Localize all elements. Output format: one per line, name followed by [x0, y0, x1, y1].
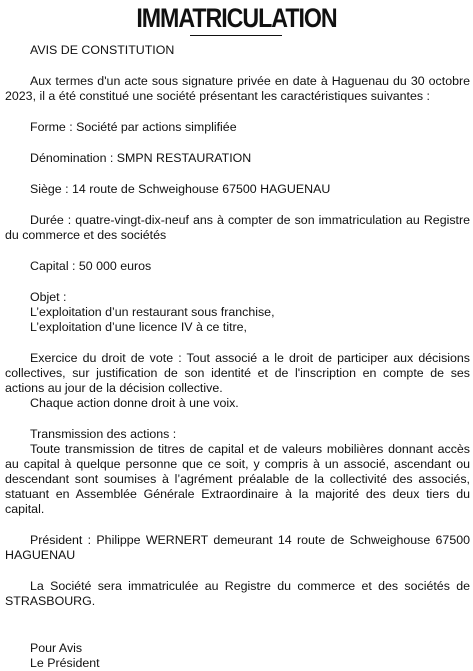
page-title: IMMATRICULATION	[136, 3, 337, 33]
president-paragraph: Président : Philippe WERNERT demeurant 14 route de Schweighouse 67500 HAGUENAU	[5, 533, 470, 562]
signoff-line-1: Pour Avis	[30, 641, 83, 655]
vote-line-2: Chaque action donne droit à une voix.	[30, 396, 239, 410]
objet-label: Objet :	[30, 290, 67, 304]
forme-line: Forme : Société par actions simplifiée	[30, 120, 237, 134]
notice-intro: Aux termes d'un acte sous signature privée en date à Haguenau du 30 octobre 2023, il a été constitué une société présentant les caractéristiques suivantes :	[5, 74, 470, 103]
transmission-paragraph: Toute transmission de titres de capital et de valeurs mobilières donnant accès au capital à quelque personne que ce soit, y compris à un associé, ascendant ou descendant sont soumises à l’agrément préalable de la collectivité des associés, statuant en Assemblée Générale Extraordinaire à la majorité des deux tiers du capital.	[5, 442, 470, 516]
notice-heading: AVIS DE CONSTITUTION	[30, 43, 175, 57]
objet-item-2: L’exploitation d’une licence IV à ce titre,	[30, 320, 247, 334]
signoff-line-2: Le Président	[30, 656, 100, 670]
siege-line: Siège : 14 route de Schweighouse 67500 HAGUENAU	[30, 182, 331, 196]
title-underline	[190, 35, 282, 36]
objet-item-1: L’exploitation d’un restaurant sous franchise,	[30, 305, 275, 319]
denomination-line: Dénomination : SMPN RESTAURATION	[30, 151, 252, 165]
registration-paragraph: La Société sera immatriculée au Registre du commerce et des sociétés de STRASBOURG.	[5, 579, 470, 608]
transmission-label: Transmission des actions :	[30, 427, 177, 441]
duree-paragraph: Durée : quatre-vingt-dix-neuf ans à compter de son immatriculation au Registre du commerce et des sociétés	[5, 213, 470, 242]
signoff	[5, 641, 470, 671]
notice-body	[5, 43, 470, 671]
vote-paragraph: Exercice du droit de vote : Tout associé a le droit de participer aux décisions collectives, sur justification de son identité et de l'inscription en compte de ses actions au jour de la décision collective.	[5, 351, 470, 395]
capital-line: Capital : 50 000 euros	[30, 259, 152, 273]
